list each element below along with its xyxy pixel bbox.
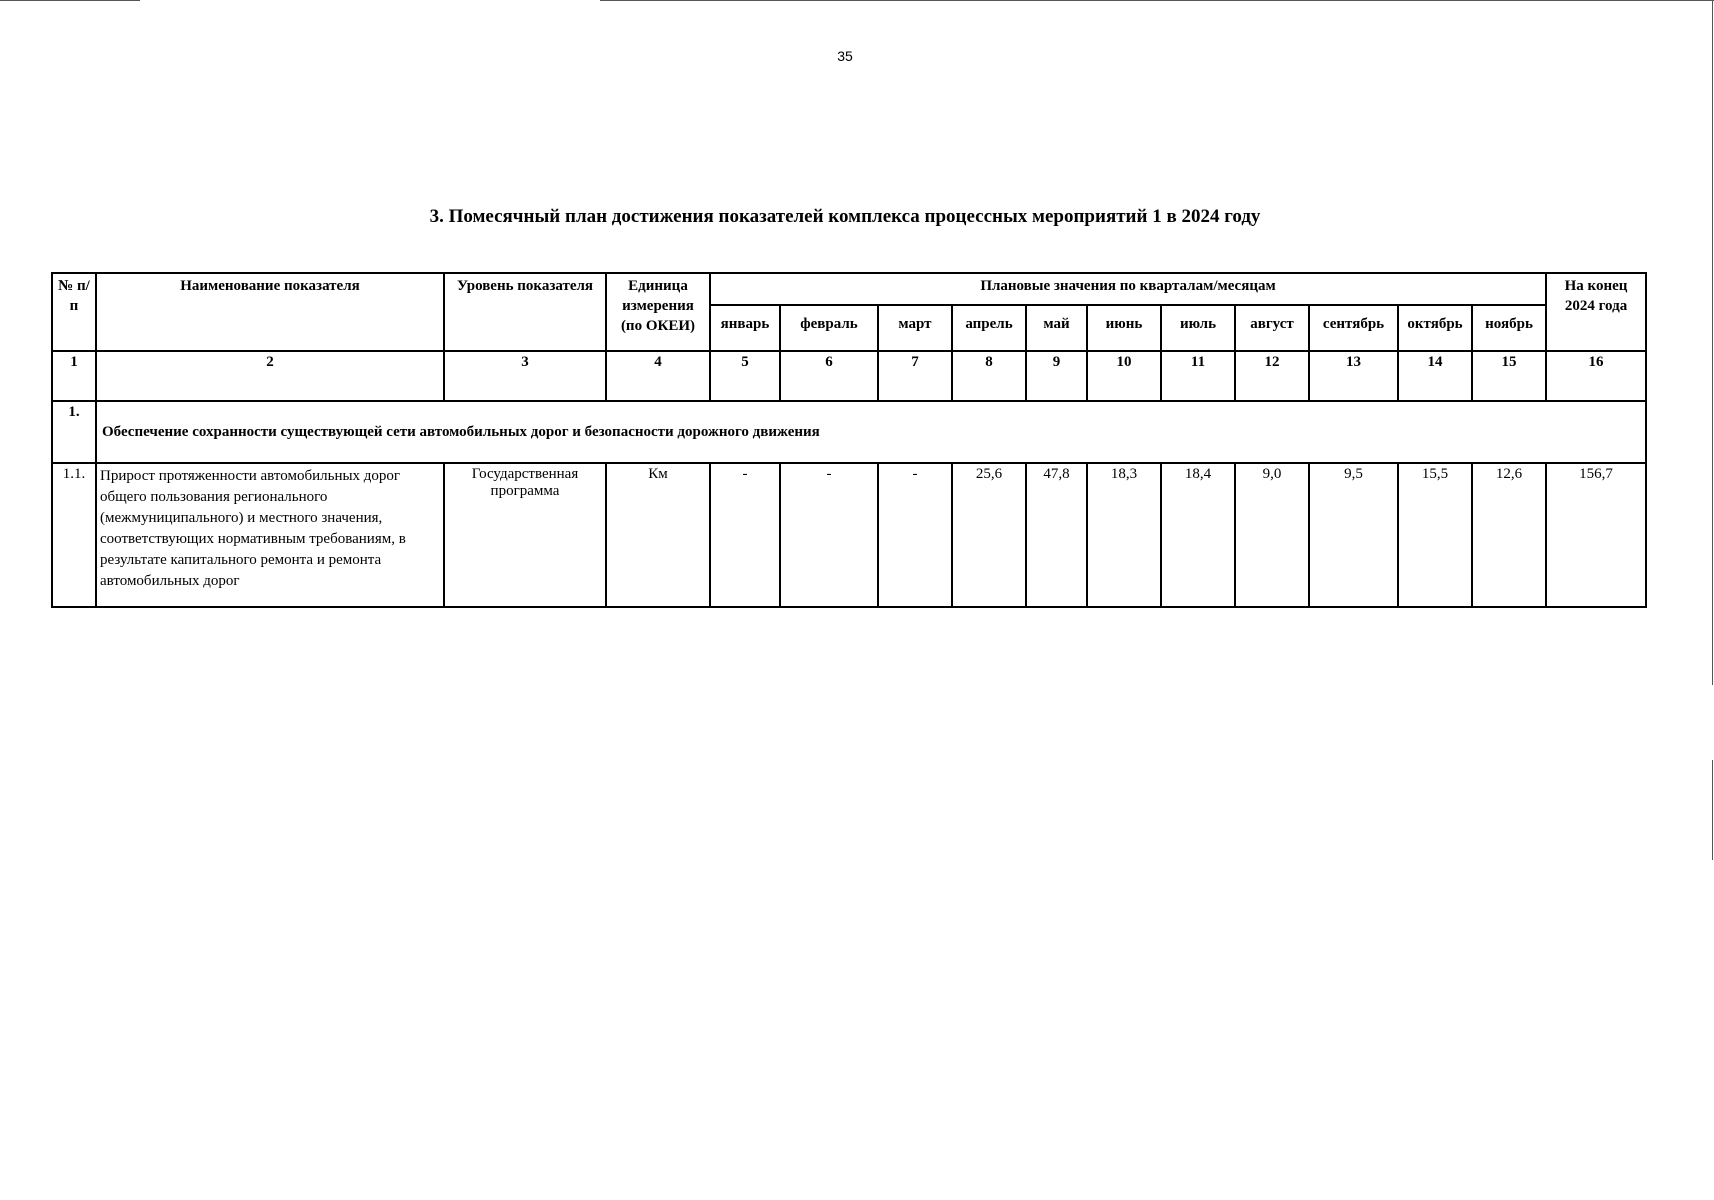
column-number: 16	[1546, 351, 1646, 401]
header-month: июль	[1161, 305, 1235, 351]
month-value: 47,8	[1026, 463, 1087, 607]
month-value: 25,6	[952, 463, 1026, 607]
end-of-year-value: 156,7	[1546, 463, 1646, 607]
column-number: 14	[1398, 351, 1472, 401]
section-row	[52, 401, 1646, 463]
header-month: январь	[710, 305, 780, 351]
column-number: 5	[710, 351, 780, 401]
header-end-of-year: На конец 2024 года	[1546, 273, 1646, 351]
scan-edge-line	[1712, 0, 1713, 685]
column-number: 7	[878, 351, 952, 401]
month-value: 9,5	[1309, 463, 1398, 607]
indicator-name: Прирост протяженности автомобильных дорог общего пользования регионального (межмуниципального) и местного значения, соответствующих нормативным требованиям, в результате капитального ремонта и ремонта автомобильных дорог	[96, 463, 444, 607]
scan-edge-line	[0, 0, 140, 1]
column-number: 10	[1087, 351, 1161, 401]
header-month: август	[1235, 305, 1309, 351]
column-number: 4	[606, 351, 710, 401]
header-month: июнь	[1087, 305, 1161, 351]
header-month: февраль	[780, 305, 878, 351]
header-no: № п/п	[52, 273, 96, 351]
month-value: -	[878, 463, 952, 607]
indicator-plan-table	[51, 272, 1647, 608]
column-number: 2	[96, 351, 444, 401]
column-number: 9	[1026, 351, 1087, 401]
column-number: 6	[780, 351, 878, 401]
header-month: май	[1026, 305, 1087, 351]
month-value: 12,6	[1472, 463, 1546, 607]
page-title: 3. Помесячный план достижения показателей комплекса процессных мероприятий 1 в 2024 году	[429, 206, 1261, 227]
month-value: 18,3	[1087, 463, 1161, 607]
header-month: апрель	[952, 305, 1026, 351]
indicator-unit: Км	[606, 463, 710, 607]
scan-edge-line	[1712, 760, 1713, 860]
table-row	[52, 463, 1646, 607]
column-number: 13	[1309, 351, 1398, 401]
month-value: -	[780, 463, 878, 607]
column-number: 1	[52, 351, 96, 401]
row-number: 1.1.	[52, 463, 96, 607]
column-number: 3	[444, 351, 606, 401]
column-number: 11	[1161, 351, 1235, 401]
scan-edge-line	[600, 0, 1714, 1]
section-number: 1.	[52, 401, 96, 463]
header-plan-group: Плановые значения по кварталам/месяцам	[710, 273, 1546, 305]
header-month: ноябрь	[1472, 305, 1546, 351]
header-month: сентябрь	[1309, 305, 1398, 351]
section-title: Обеспечение сохранности существующей сети автомобильных дорог и безопасности дорожного движения	[96, 401, 1646, 463]
header-name: Наименование показателя	[96, 273, 444, 351]
column-number: 8	[952, 351, 1026, 401]
month-value: -	[710, 463, 780, 607]
page-number: 35	[837, 48, 853, 64]
column-number-row	[52, 351, 1646, 401]
header-level: Уровень показателя	[444, 273, 606, 351]
month-value: 9,0	[1235, 463, 1309, 607]
header-month: октябрь	[1398, 305, 1472, 351]
header-row-top	[52, 273, 1646, 305]
month-value: 15,5	[1398, 463, 1472, 607]
indicator-level: Государственная программа	[444, 463, 606, 607]
column-number: 12	[1235, 351, 1309, 401]
month-value: 18,4	[1161, 463, 1235, 607]
header-unit: Единица измерения (по ОКЕИ)	[606, 273, 710, 351]
column-number: 15	[1472, 351, 1546, 401]
header-month: март	[878, 305, 952, 351]
